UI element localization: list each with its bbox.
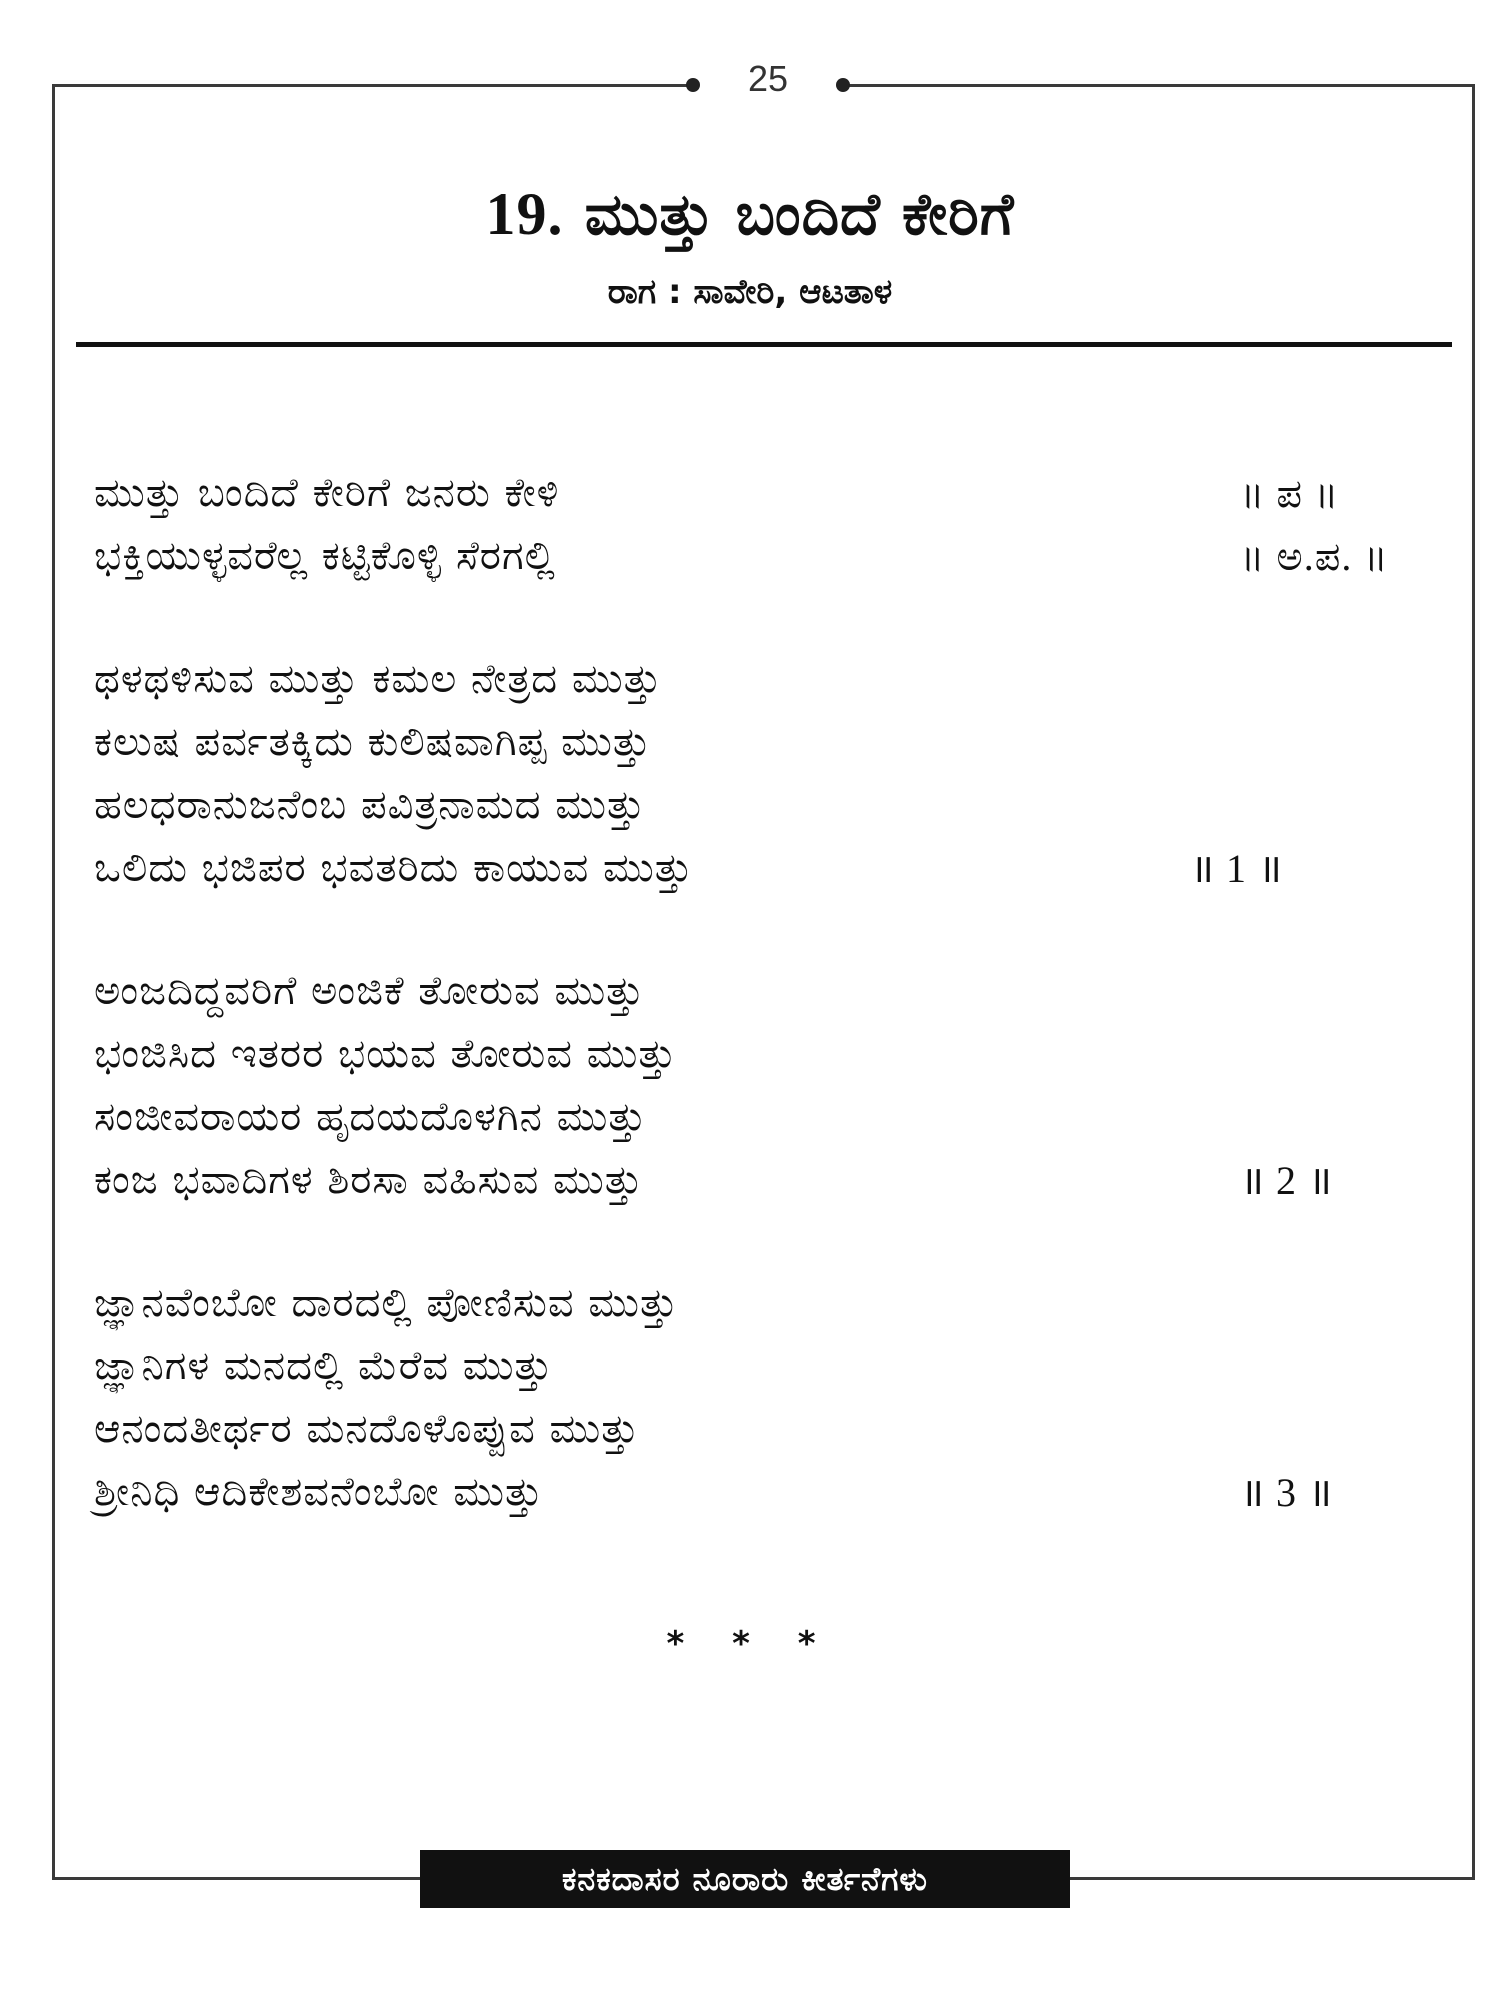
verse-text: ಕಂಜ ಭವಾದಿಗಳ ಶಿರಸಾ ವಹಿಸುವ ಮುತ್ತು	[94, 1157, 644, 1203]
pallavi-text: ಮುತ್ತು ಬಂದಿದೆ ಕೇರಿಗೆ ಜನರು ಕೇಳಿ	[94, 470, 560, 516]
song-body	[94, 462, 1474, 1584]
song-title	[0, 180, 1500, 249]
verse-line	[94, 711, 1474, 774]
stanza-marker: ॥ 1 ॥	[1190, 846, 1283, 891]
anupallavi-line	[94, 525, 1474, 588]
verse-line	[94, 1023, 1474, 1086]
verse-text: ಸಂಜೀವರಾಯರ ಹೃದಯದೊಳಗಿನ ಮುತ್ತು	[94, 1094, 647, 1140]
raga-line: ರಾಗ : ಸಾವೇರಿ, ಆಟತಾಳ	[607, 272, 893, 312]
stanza-3	[94, 1272, 1474, 1524]
verse-line	[94, 1086, 1474, 1149]
anupallavi-marker: ॥ ಅ.ಪ. ॥	[1240, 534, 1389, 579]
verse-text: ಜ್ಞಾನವೆಂಬೋ ದಾರದಲ್ಲಿ ಪೋಣಿಸುವ ಮುತ್ತು	[94, 1280, 679, 1326]
pallavi-marker: ॥ ಪ ॥	[1240, 471, 1340, 516]
frame-top-left-rule	[52, 84, 692, 87]
verse-line	[94, 774, 1474, 837]
verse-text: ಜ್ಞಾನಿಗಳ ಮನದಲ್ಲಿ ಮೆರೆವ ಮುತ್ತು	[94, 1343, 553, 1389]
page-number: 25	[747, 58, 789, 99]
verse-line	[94, 648, 1474, 711]
song-number: 19.	[485, 181, 564, 247]
stanza-2	[94, 960, 1474, 1212]
header-dot-left	[686, 78, 700, 92]
song-title-text: ಮುತ್ತು ಬಂದಿದೆ ಕೇರಿಗೆ	[584, 180, 1015, 248]
anupallavi-text: ಭಕ್ತಿಯುಳ್ಳವರೆಲ್ಲ ಕಟ್ಟಿಕೊಳ್ಳಿ ಸೆರಗಲ್ಲಿ	[94, 533, 556, 579]
pallavi-line	[94, 462, 1474, 525]
verse-text: ಅಂಜದಿದ್ದವರಿಗೆ ಅಂಜಿಕೆ ತೋರುವ ಮುತ್ತು	[94, 968, 645, 1014]
verse-line	[94, 1149, 1474, 1212]
end-mark: * * *	[666, 1624, 834, 1664]
verse-line	[94, 1461, 1474, 1524]
verse-text: ಒಲಿದು ಭಜಿಪರ ಭವತರಿದು ಕಾಯುವ ಮುತ್ತು	[94, 845, 694, 891]
title-divider	[76, 342, 1452, 347]
verse-text: ಹಲಧರಾನುಜನೆಂಬ ಪವಿತ್ರನಾಮದ ಮುತ್ತು	[94, 782, 646, 828]
verse-line	[94, 1398, 1474, 1461]
verse-text: ಭಂಜಿಸಿದ ಇತರರ ಭಯವ ತೋರುವ ಮುತ್ತು	[94, 1031, 677, 1077]
stanza-marker: ॥ 2 ॥	[1240, 1158, 1333, 1203]
verse-text: ಆನಂದತೀರ್ಥರ ಮನದೊಳೊಪ್ಪುವ ಮುತ್ತು	[94, 1406, 640, 1452]
verse-line	[94, 1272, 1474, 1335]
verse-text: ಶ್ರೀನಿಧಿ ಆದಿಕೇಶವನೆಂಬೋ ಮುತ್ತು	[94, 1469, 544, 1515]
verse-line	[94, 960, 1474, 1023]
verse-text: ಥಳಥಳಿಸುವ ಮುತ್ತು ಕಮಲ ನೇತ್ರದ ಮುತ್ತು	[94, 656, 662, 702]
book-title-footer: ಕನಕದಾಸರ ನೂರಾರು ಕೀರ್ತನೆಗಳು	[420, 1850, 1070, 1908]
header-dot-right	[836, 78, 850, 92]
verse-line	[94, 1335, 1474, 1398]
stanza-1	[94, 648, 1474, 900]
refrain	[94, 462, 1474, 588]
frame-top-right-rule	[842, 84, 1475, 87]
stanza-marker: ॥ 3 ॥	[1240, 1470, 1333, 1515]
verse-text: ಕಲುಷ ಪರ್ವತಕ್ಕಿದು ಕುಲಿಷವಾಗಿಪ್ಪ ಮುತ್ತು	[94, 719, 652, 765]
verse-line	[94, 837, 1474, 900]
